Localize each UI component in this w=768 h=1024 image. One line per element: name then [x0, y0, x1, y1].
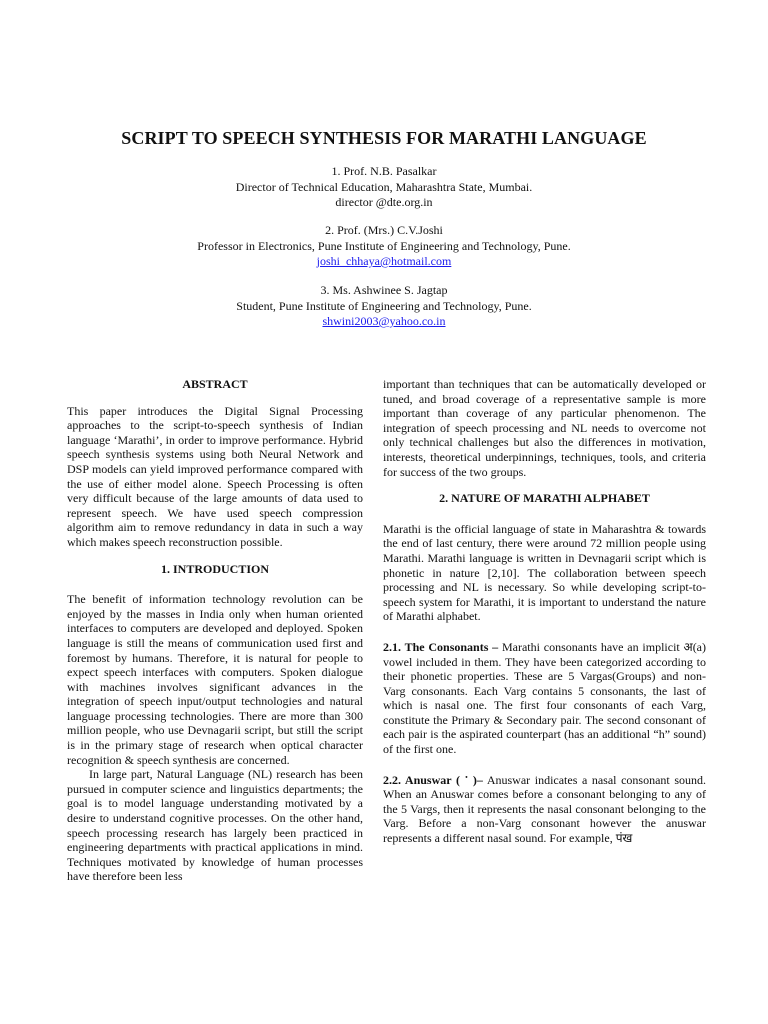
paper-title: SCRIPT TO SPEECH SYNTHESIS FOR MARATHI LANGUAGE: [121, 128, 647, 148]
author-3-email-link[interactable]: shwini2003@yahoo.co.in: [322, 314, 446, 328]
abstract-text: This paper introduces the Digital Signal Processing approaches to the script-to-speech synthesis of Indian language ‘Marathi’, in order to improve performance. Hybrid speech synthesis systems using both Neural Network and DSP models can yield improved performance compared with the use of either model alone. Speech Processing is often very difficult because of the large amounts of data used to represent speech. We have used speech compression algorithm aim to remove redundancy in data in such a way which makes speech reconstruction possible.: [67, 403, 363, 549]
introduction-para-2-continued: important than techniques that can be automatically developed or tuned, and broad coverage of a representative sample is more important than coverage of any particular phenomenon. The integration of speech processing and NL needs to overcome not only technical challenges but also the differences in motivation, interests, theoretical underpinnings, techniques, tools, and criteria for success of the two groups.: [383, 377, 706, 479]
nature-heading: 2. NATURE OF MARATHI ALPHABET: [439, 491, 650, 506]
author-3-affiliation: Student, Pune Institute of Engineering and Technology, Pune.: [236, 298, 532, 313]
author-1-name: 1. Prof. N.B. Pasalkar: [331, 164, 437, 178]
author-2: [0, 223, 768, 270]
consonants-text: Marathi consonants have an implicit अ(a) vowel included in them. They have been categorized according to their phonetic properties. These are 5 Vargas(Groups) and non-Varg consonants. Each Varg contains 5 consonants, the last of which is nasal one. The first four consonants of each Varg, constitute the Primary & Secondary pair. The second consonant of each pair is the aspirated counterpart (has an additional “h” sound) of the first one.: [383, 639, 707, 757]
author-1-affiliation: Director of Technical Education, Maharashtra State, Mumbai.: [235, 179, 533, 194]
abstract-heading: ABSTRACT: [182, 377, 248, 391]
consonants-para: [383, 640, 706, 757]
anuswar-para: [383, 773, 706, 846]
author-3-name: 3. Ms. Ashwinee S. Jagtap: [320, 283, 448, 297]
introduction-para-2: In large part, Natural Language (NL) research has been pursued in computer science and linguistics departments; the goal is to model language understanding motivated by a desire to understand cognitive processes. On the other hand, speech processing research has largely been practiced in engineering departments with practical applications in mind. Techniques motivated by knowledge of human processes have therefore been less: [67, 767, 363, 884]
nature-para: Marathi is the official language of state in Maharashtra & towards the end of last century, there were around 72 million people using Marathi. Marathi language is written in Devnagarii script which is phonetic in nature [2,10]. The collaboration between speech processing and NL is necessary. So while developing script-to-speech system for Marathi, it is important to understand the nature of Marathi alphabet.: [383, 521, 706, 624]
author-1-email: director @dte.org.in: [335, 195, 433, 209]
anuswar-heading: 2.2. Anuswar ( ॱ )–: [383, 772, 483, 787]
left-column: [67, 377, 363, 884]
author-3: [0, 283, 768, 330]
right-column: [383, 377, 706, 846]
consonants-heading: 2.1. The Consonants –: [383, 639, 499, 654]
author-2-affiliation: Professor in Electronics, Pune Institute of Engineering and Technology, Pune.: [197, 238, 571, 253]
author-2-name: 2. Prof. (Mrs.) C.V.Joshi: [325, 223, 443, 237]
anuswar-text: Anuswar indicates a nasal consonant sound. When an Anuswar comes before a consonant belonging to any of the 5 Vargs, then it represents the nasal consonant belonging to the Varg. Before a non-Varg consonant however the anuswar represents a different nasal sound. For example, पंख: [383, 772, 706, 846]
introduction-heading: 1. INTRODUCTION: [160, 561, 269, 576]
author-2-email-link[interactable]: joshi_chhaya@hotmail.com: [316, 254, 452, 268]
author-1: [0, 164, 768, 211]
introduction-para-1: The benefit of information technology revolution can be enjoyed by the masses in India only when human oriented interfaces to computers are developed and deployed. Spoken language is still the means of communication used first and foremost by humans. Therefore, it is natural for people to expect speech interfaces with computers. Spoken dialogue with machines involves significant advances in the integration of speech input/output technologies and natural language processing technologies. There are more than 300 million people, who use Devnagarii script, but still the script is in the primary stage of research when optical character recognition & speech synthesis are concerned.: [67, 592, 363, 767]
